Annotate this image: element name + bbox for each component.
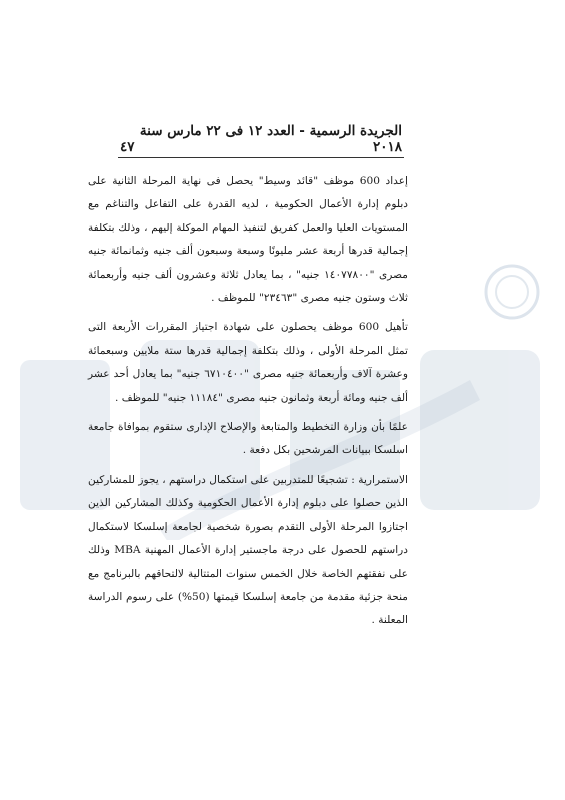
- seal-watermark-icon: [482, 262, 542, 322]
- gazette-title: الجريدة الرسمية - العدد ١٢ فى ٢٢ مارس سنة ٢٠١٨: [139, 123, 402, 155]
- page-header: [120, 123, 402, 155]
- page-number: ٤٧: [120, 139, 135, 155]
- paragraph-middle-leader: إعداد 600 موظف "قائد وسيط" يحصل فى نهاية المرحلة الثانية على دبلوم إدارة الأعمال الحكومية ، لديه القدرة على التفاعل والتناغم مع المستويات العليا والعمل كفريق لتنفيذ المهام الموكلة إليهم ، وذلك بتكلفة إجمالية قدرها أربعة عشر مليونًا وسبعة وسبعون ألف جنيه وثمانمائة جنيه مصرى "١٤٠٧٧٨٠٠ جنيه" ، بما يعادل ثلاثة وعشرون ألف جنيه وأربعمائة ثلاث وستون جنيه مصرى "٢٣٤٦٣" للموظف .: [88, 175, 408, 305]
- paragraph-first-stage: تأهيل 600 موظف يحصلون على شهادة اجتياز المقررات الأربعة التى تمثل المرحلة الأولى ، وذلك بتكلفة إجمالية قدرها ستة ملايين وسبعمائة وعشرة آلاف وأربعمائة جنيه مصرى "٦٧١٠٤٠٠ جنيه" بما يعادل أحد عشر ألف جنيه ومائة أربعة وثمانون جنيه مصرى "١١١٨٤ جنيه" للموظف .: [88, 321, 408, 404]
- header-divider: [118, 157, 404, 158]
- paragraph-continuity: الاستمرارية : تشجيعًا للمتدربين على استكمال دراستهم ، يجوز للمشاركين الذين حصلوا على دبلوم إدارة الأعمال الحكومية وكذلك المشاركين الذين اجتازوا المرحلة الأولى التقدم بصورة شخصية لجامعة إسلسكا لاستكمال دراستهم للحصول على درجة ماجستير إدارة الأعمال المهنية MBA وذلك على نفقتهم الخاصة خلال الخمس سنوات المتتالية لالتحاقهم بالبرنامج مع منحة جزئية مقدمة من جامعة إسلسكا قيمتها (50%) على رسوم الدراسة المعلنة .: [88, 473, 409, 627]
- document-body: [88, 170, 408, 633]
- paragraph-ministry-note: علمًا بأن وزارة التخطيط والمتابعة والإصلاح الإدارى ستقوم بموافاة جامعة اسلسكا ببيانات المرشحين بكل دفعة .: [88, 421, 408, 457]
